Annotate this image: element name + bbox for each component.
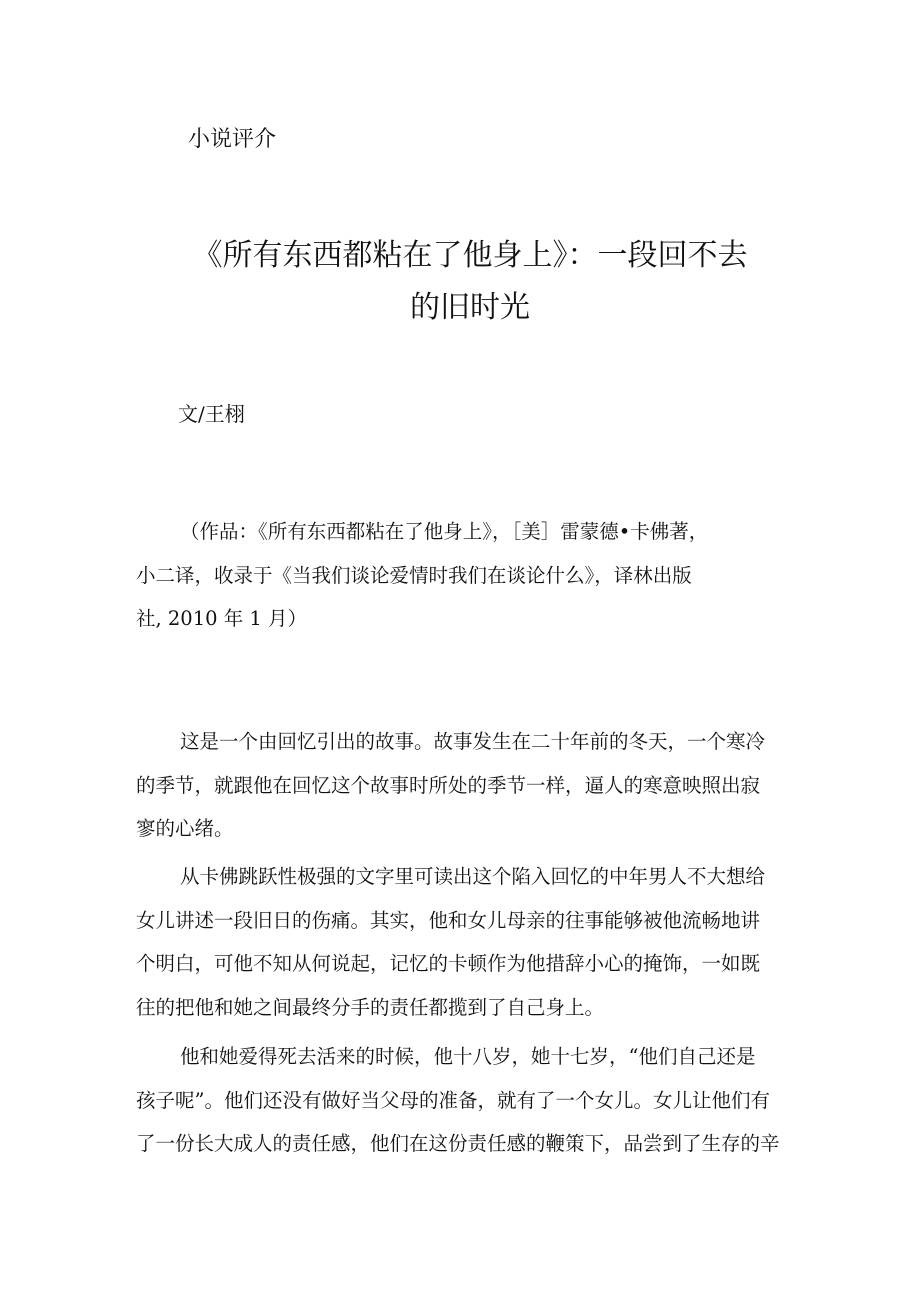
title-line-2: 的旧时光 bbox=[410, 290, 530, 325]
body-paragraph-3 bbox=[136, 1035, 796, 1166]
text-line: 女儿讲述一段旧日的伤痛。其实，他和女儿母亲的往事能够被他流畅地讲 bbox=[136, 908, 761, 932]
author-byline: 文/王栩 bbox=[178, 402, 245, 426]
column-label: 小说评介 bbox=[188, 127, 277, 152]
title-line-1: 《所有东西都粘在了他身上》：一段回不去 bbox=[192, 238, 748, 273]
body-paragraph-2 bbox=[136, 855, 796, 1029]
text-line: 孩子呢”。他们还没有做好当父母的准备，就有了一个女儿。女儿让他们有 bbox=[136, 1088, 770, 1112]
text-line: 寥的心绪。 bbox=[136, 817, 234, 840]
article-title bbox=[130, 230, 810, 334]
text-line: 他和她爱得死去活来的时候，他十八岁，她十七岁，“他们自己还是 bbox=[180, 1045, 756, 1068]
text-line: 从卡佛跳跃性极强的文字里可读出这个陷入回忆的中年男人不大想给 bbox=[180, 865, 766, 888]
text-line: 这是一个由回忆引出的故事。故事发生在二十年前的冬天，一个寒冷 bbox=[180, 730, 766, 753]
text-line: 小二译，收录于《当我们谈论爱情时我们在谈论什么》，译林出版 bbox=[136, 563, 692, 587]
work-info-paragraph bbox=[136, 510, 796, 641]
text-line: （作品：《所有东西都粘在了他身上》，［美］雷蒙德•卡佛著， bbox=[180, 520, 709, 543]
text-line: 的季节，就跟他在回忆这个故事时所处的季节一样，逼人的寒意映照出寂 bbox=[136, 773, 761, 797]
body-paragraph-1 bbox=[136, 720, 796, 851]
text-line: 往的把他和她之间最终分手的责任都揽到了自己身上。 bbox=[136, 995, 605, 1019]
text-line: 个明白，可他不知从何说起，记忆的卡顿作为他措辞小心的掩饰，一如既 bbox=[136, 952, 761, 975]
text-line: 社, 2010 年 1 月） bbox=[136, 607, 308, 630]
text-line: 了一份长大成人的责任感，他们在这份责任感的鞭策下，品尝到了生存的辛 bbox=[136, 1132, 780, 1155]
